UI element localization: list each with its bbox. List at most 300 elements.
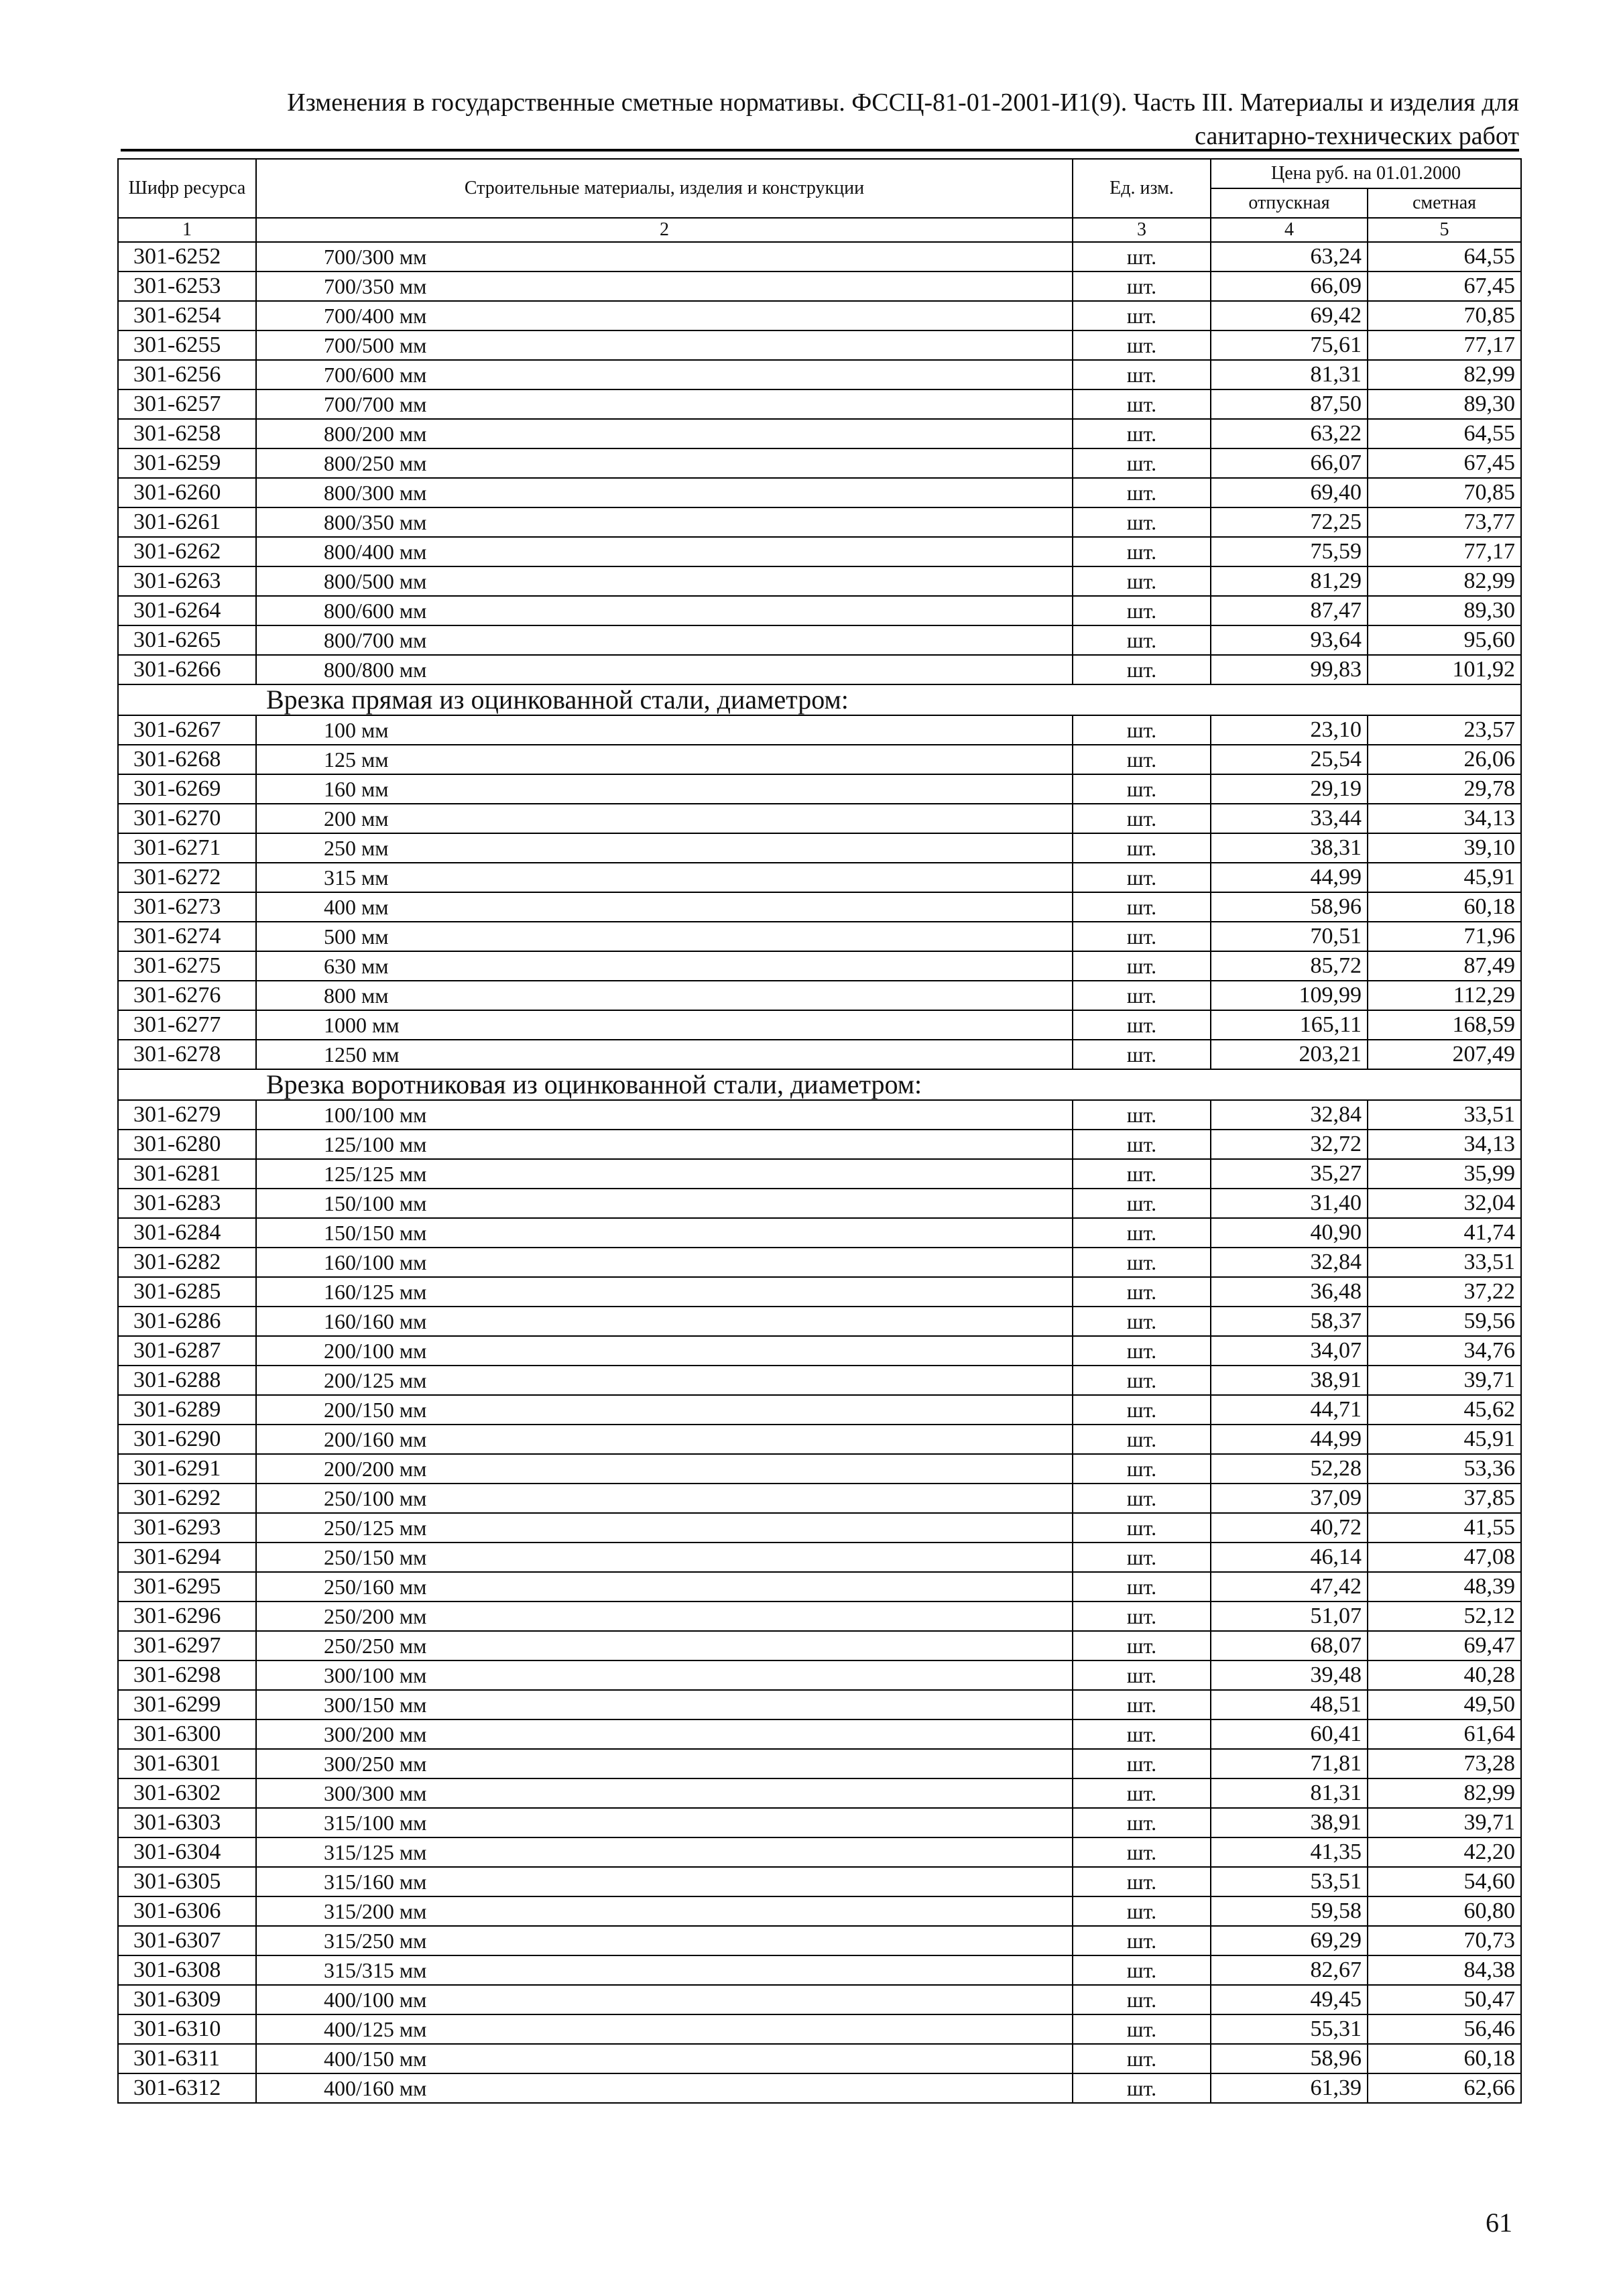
resource-code: 301-6293 xyxy=(118,1513,256,1543)
table-row xyxy=(118,715,1521,745)
estimate-price: 64,55 xyxy=(1368,419,1521,448)
resource-code: 301-6270 xyxy=(118,804,256,833)
table-row xyxy=(118,1690,1521,1719)
item-name: 800/700 мм xyxy=(256,625,1073,655)
table-body xyxy=(118,242,1521,2103)
resource-code: 301-6292 xyxy=(118,1484,256,1513)
release-price: 69,42 xyxy=(1211,301,1368,330)
unit-cell: шт. xyxy=(1073,1926,1211,1955)
item-name: 200/160 мм xyxy=(256,1425,1073,1454)
table-row xyxy=(118,1749,1521,1778)
price-table xyxy=(117,158,1522,2104)
resource-code: 301-6271 xyxy=(118,833,256,863)
header-line-1: Изменения в государственные сметные нормативы. ФССЦ-81-01-2001-И1(9). Часть III. Материалы и изделия для xyxy=(287,88,1519,117)
resource-code: 301-6258 xyxy=(118,419,256,448)
table-row xyxy=(118,1010,1521,1040)
release-price: 82,67 xyxy=(1211,1955,1368,1985)
release-price: 72,25 xyxy=(1211,507,1368,537)
item-name: 300/200 мм xyxy=(256,1719,1073,1749)
unit-cell: шт. xyxy=(1073,1248,1211,1277)
estimate-price: 62,66 xyxy=(1368,2073,1521,2103)
estimate-price: 34,13 xyxy=(1368,1130,1521,1159)
release-price: 29,19 xyxy=(1211,774,1368,804)
table-row xyxy=(118,863,1521,892)
item-name: 100/100 мм xyxy=(256,1100,1073,1130)
item-name: 700/400 мм xyxy=(256,301,1073,330)
table-row xyxy=(118,1454,1521,1484)
table-row xyxy=(118,745,1521,774)
release-price: 32,72 xyxy=(1211,1130,1368,1159)
item-name: 700/600 мм xyxy=(256,360,1073,389)
item-name: 160/125 мм xyxy=(256,1277,1073,1307)
unit-cell: шт. xyxy=(1073,1484,1211,1513)
release-price: 71,81 xyxy=(1211,1749,1368,1778)
release-price: 32,84 xyxy=(1211,1100,1368,1130)
table-row xyxy=(118,1130,1521,1159)
estimate-price: 77,17 xyxy=(1368,537,1521,566)
estimate-price: 168,59 xyxy=(1368,1010,1521,1040)
resource-code: 301-6301 xyxy=(118,1749,256,1778)
estimate-price: 70,73 xyxy=(1368,1926,1521,1955)
unit-cell: шт. xyxy=(1073,922,1211,951)
table-row xyxy=(118,1602,1521,1631)
col-number-2: 2 xyxy=(256,218,1073,242)
table-row xyxy=(118,1336,1521,1366)
release-price: 44,99 xyxy=(1211,1425,1368,1454)
estimate-price: 89,30 xyxy=(1368,596,1521,625)
table-row xyxy=(118,1425,1521,1454)
table-row xyxy=(118,951,1521,981)
unit-cell: шт. xyxy=(1073,863,1211,892)
col-number-4: 4 xyxy=(1211,218,1368,242)
unit-cell: шт. xyxy=(1073,1010,1211,1040)
unit-cell: шт. xyxy=(1073,833,1211,863)
estimate-price: 82,99 xyxy=(1368,566,1521,596)
item-name: 800/400 мм xyxy=(256,537,1073,566)
estimate-price: 60,18 xyxy=(1368,892,1521,922)
unit-cell: шт. xyxy=(1073,360,1211,389)
release-price: 66,07 xyxy=(1211,448,1368,478)
unit-cell: шт. xyxy=(1073,774,1211,804)
unit-cell: шт. xyxy=(1073,596,1211,625)
unit-cell: шт. xyxy=(1073,1690,1211,1719)
release-price: 66,09 xyxy=(1211,271,1368,301)
unit-cell: шт. xyxy=(1073,745,1211,774)
release-price: 58,37 xyxy=(1211,1307,1368,1336)
release-price: 48,51 xyxy=(1211,1690,1368,1719)
unit-cell: шт. xyxy=(1073,1660,1211,1690)
resource-code: 301-6290 xyxy=(118,1425,256,1454)
col-number-5: 5 xyxy=(1368,218,1521,242)
table-row xyxy=(118,1218,1521,1248)
estimate-price: 29,78 xyxy=(1368,774,1521,804)
table-row xyxy=(118,1307,1521,1336)
resource-code: 301-6305 xyxy=(118,1867,256,1896)
item-name: 150/100 мм xyxy=(256,1189,1073,1218)
item-name: 500 мм xyxy=(256,922,1073,951)
release-price: 63,24 xyxy=(1211,242,1368,271)
item-name: 250 мм xyxy=(256,833,1073,863)
release-price: 75,61 xyxy=(1211,330,1368,360)
estimate-price: 73,28 xyxy=(1368,1749,1521,1778)
unit-cell: шт. xyxy=(1073,1395,1211,1425)
table-row xyxy=(118,360,1521,389)
table-row xyxy=(118,625,1521,655)
resource-code: 301-6281 xyxy=(118,1159,256,1189)
resource-code: 301-6274 xyxy=(118,922,256,951)
release-price: 33,44 xyxy=(1211,804,1368,833)
table-row xyxy=(118,330,1521,360)
release-price: 63,22 xyxy=(1211,419,1368,448)
table-row xyxy=(118,1719,1521,1749)
estimate-price: 40,28 xyxy=(1368,1660,1521,1690)
release-price: 23,10 xyxy=(1211,715,1368,745)
release-price: 38,91 xyxy=(1211,1366,1368,1395)
unit-cell: шт. xyxy=(1073,448,1211,478)
table-row xyxy=(118,774,1521,804)
estimate-price: 41,74 xyxy=(1368,1218,1521,1248)
estimate-price: 70,85 xyxy=(1368,301,1521,330)
estimate-price: 45,91 xyxy=(1368,863,1521,892)
table-row xyxy=(118,804,1521,833)
release-price: 35,27 xyxy=(1211,1159,1368,1189)
estimate-price: 82,99 xyxy=(1368,360,1521,389)
release-price: 58,96 xyxy=(1211,2044,1368,2073)
estimate-price: 39,71 xyxy=(1368,1366,1521,1395)
estimate-price: 67,45 xyxy=(1368,271,1521,301)
release-price: 34,07 xyxy=(1211,1336,1368,1366)
unit-cell: шт. xyxy=(1073,804,1211,833)
release-price: 68,07 xyxy=(1211,1631,1368,1660)
table-row xyxy=(118,1572,1521,1602)
col-estimate-header: сметная xyxy=(1368,188,1521,218)
estimate-price: 60,18 xyxy=(1368,2044,1521,2073)
estimate-price: 59,56 xyxy=(1368,1307,1521,1336)
table-row xyxy=(118,2014,1521,2044)
resource-code: 301-6263 xyxy=(118,566,256,596)
unit-cell: шт. xyxy=(1073,625,1211,655)
estimate-price: 70,85 xyxy=(1368,478,1521,507)
estimate-price: 48,39 xyxy=(1368,1572,1521,1602)
estimate-price: 207,49 xyxy=(1368,1040,1521,1069)
resource-code: 301-6283 xyxy=(118,1189,256,1218)
item-name: 300/150 мм xyxy=(256,1690,1073,1719)
estimate-price: 64,55 xyxy=(1368,242,1521,271)
item-name: 150/150 мм xyxy=(256,1218,1073,1248)
table-row xyxy=(118,892,1521,922)
item-name: 200/125 мм xyxy=(256,1366,1073,1395)
unit-cell: шт. xyxy=(1073,242,1211,271)
release-price: 109,99 xyxy=(1211,981,1368,1010)
resource-code: 301-6256 xyxy=(118,360,256,389)
estimate-price: 37,85 xyxy=(1368,1484,1521,1513)
item-name: 800/350 мм xyxy=(256,507,1073,537)
estimate-price: 60,80 xyxy=(1368,1896,1521,1926)
item-name: 315/315 мм xyxy=(256,1955,1073,1985)
table-row xyxy=(118,1808,1521,1837)
table-row xyxy=(118,1896,1521,1926)
resource-code: 301-6309 xyxy=(118,1985,256,2014)
col-code-header: Шифр ресурса xyxy=(118,159,256,218)
unit-cell: шт. xyxy=(1073,1955,1211,1985)
release-price: 25,54 xyxy=(1211,745,1368,774)
release-price: 49,45 xyxy=(1211,1985,1368,2014)
resource-code: 301-6260 xyxy=(118,478,256,507)
unit-cell: шт. xyxy=(1073,1867,1211,1896)
table-row xyxy=(118,981,1521,1010)
section-row xyxy=(118,684,1521,715)
item-name: 250/100 мм xyxy=(256,1484,1073,1513)
estimate-price: 87,49 xyxy=(1368,951,1521,981)
unit-cell: шт. xyxy=(1073,1513,1211,1543)
unit-cell: шт. xyxy=(1073,301,1211,330)
resource-code: 301-6257 xyxy=(118,389,256,419)
release-price: 51,07 xyxy=(1211,1602,1368,1631)
item-name: 250/125 мм xyxy=(256,1513,1073,1543)
resource-code: 301-6276 xyxy=(118,981,256,1010)
table-row xyxy=(118,389,1521,419)
release-price: 165,11 xyxy=(1211,1010,1368,1040)
table-row xyxy=(118,1189,1521,1218)
item-name: 250/250 мм xyxy=(256,1631,1073,1660)
estimate-price: 61,64 xyxy=(1368,1719,1521,1749)
unit-cell: шт. xyxy=(1073,1808,1211,1837)
estimate-price: 101,92 xyxy=(1368,655,1521,684)
estimate-price: 82,99 xyxy=(1368,1778,1521,1808)
item-name: 800/800 мм xyxy=(256,655,1073,684)
resource-code: 301-6288 xyxy=(118,1366,256,1395)
release-price: 81,31 xyxy=(1211,360,1368,389)
table-row xyxy=(118,1100,1521,1130)
table-row xyxy=(118,833,1521,863)
table-row xyxy=(118,1985,1521,2014)
resource-code: 301-6285 xyxy=(118,1277,256,1307)
unit-cell: шт. xyxy=(1073,566,1211,596)
section-title: Врезка воротниковая из оцинкованной стали, диаметром: xyxy=(118,1069,1521,1100)
release-price: 81,29 xyxy=(1211,566,1368,596)
item-name: 125 мм xyxy=(256,745,1073,774)
resource-code: 301-6255 xyxy=(118,330,256,360)
unit-cell: шт. xyxy=(1073,1277,1211,1307)
release-price: 70,51 xyxy=(1211,922,1368,951)
resource-code: 301-6261 xyxy=(118,507,256,537)
item-name: 125/100 мм xyxy=(256,1130,1073,1159)
item-name: 315 мм xyxy=(256,863,1073,892)
release-price: 44,71 xyxy=(1211,1395,1368,1425)
item-name: 100 мм xyxy=(256,715,1073,745)
estimate-price: 71,96 xyxy=(1368,922,1521,951)
table-row xyxy=(118,1366,1521,1395)
unit-cell: шт. xyxy=(1073,1040,1211,1069)
estimate-price: 95,60 xyxy=(1368,625,1521,655)
estimate-price: 39,10 xyxy=(1368,833,1521,863)
unit-cell: шт. xyxy=(1073,1719,1211,1749)
release-price: 41,35 xyxy=(1211,1837,1368,1867)
release-price: 69,40 xyxy=(1211,478,1368,507)
release-price: 85,72 xyxy=(1211,951,1368,981)
item-name: 700/700 мм xyxy=(256,389,1073,419)
estimate-price: 42,20 xyxy=(1368,1837,1521,1867)
resource-code: 301-6295 xyxy=(118,1572,256,1602)
table-row xyxy=(118,1867,1521,1896)
table-row xyxy=(118,271,1521,301)
item-name: 160 мм xyxy=(256,774,1073,804)
table-row xyxy=(118,301,1521,330)
resource-code: 301-6266 xyxy=(118,655,256,684)
release-price: 87,47 xyxy=(1211,596,1368,625)
release-price: 59,58 xyxy=(1211,1896,1368,1926)
release-price: 38,31 xyxy=(1211,833,1368,863)
estimate-price: 26,06 xyxy=(1368,745,1521,774)
item-name: 1250 мм xyxy=(256,1040,1073,1069)
item-name: 200/200 мм xyxy=(256,1454,1073,1484)
estimate-price: 33,51 xyxy=(1368,1248,1521,1277)
table-row xyxy=(118,1277,1521,1307)
page-header xyxy=(121,86,1519,153)
item-name: 700/350 мм xyxy=(256,271,1073,301)
col-release-header: отпускная xyxy=(1211,188,1368,218)
release-price: 87,50 xyxy=(1211,389,1368,419)
release-price: 52,28 xyxy=(1211,1454,1368,1484)
estimate-price: 53,36 xyxy=(1368,1454,1521,1484)
item-name: 315/160 мм xyxy=(256,1867,1073,1896)
resource-code: 301-6298 xyxy=(118,1660,256,1690)
resource-code: 301-6303 xyxy=(118,1808,256,1837)
unit-cell: шт. xyxy=(1073,1159,1211,1189)
unit-cell: шт. xyxy=(1073,1425,1211,1454)
item-name: 315/125 мм xyxy=(256,1837,1073,1867)
col-unit-header: Ед. изм. xyxy=(1073,159,1211,218)
unit-cell: шт. xyxy=(1073,1100,1211,1130)
unit-cell: шт. xyxy=(1073,981,1211,1010)
item-name: 400/150 мм xyxy=(256,2044,1073,2073)
resource-code: 301-6284 xyxy=(118,1218,256,1248)
unit-cell: шт. xyxy=(1073,1366,1211,1395)
estimate-price: 33,51 xyxy=(1368,1100,1521,1130)
item-name: 800/250 мм xyxy=(256,448,1073,478)
release-price: 61,39 xyxy=(1211,2073,1368,2103)
unit-cell: шт. xyxy=(1073,1602,1211,1631)
table-row xyxy=(118,2044,1521,2073)
resource-code: 301-6294 xyxy=(118,1543,256,1572)
item-name: 315/200 мм xyxy=(256,1896,1073,1926)
col-name-header: Строительные материалы, изделия и конструкции xyxy=(256,159,1073,218)
release-price: 99,83 xyxy=(1211,655,1368,684)
unit-cell: шт. xyxy=(1073,1336,1211,1366)
resource-code: 301-6253 xyxy=(118,271,256,301)
release-price: 40,90 xyxy=(1211,1218,1368,1248)
estimate-price: 50,47 xyxy=(1368,1985,1521,2014)
resource-code: 301-6304 xyxy=(118,1837,256,1867)
resource-code: 301-6275 xyxy=(118,951,256,981)
resource-code: 301-6269 xyxy=(118,774,256,804)
unit-cell: шт. xyxy=(1073,419,1211,448)
resource-code: 301-6282 xyxy=(118,1248,256,1277)
resource-code: 301-6262 xyxy=(118,537,256,566)
item-name: 160/100 мм xyxy=(256,1248,1073,1277)
resource-code: 301-6259 xyxy=(118,448,256,478)
release-price: 58,96 xyxy=(1211,892,1368,922)
col-number-3: 3 xyxy=(1073,218,1211,242)
release-price: 32,84 xyxy=(1211,1248,1368,1277)
estimate-price: 67,45 xyxy=(1368,448,1521,478)
resource-code: 301-6279 xyxy=(118,1100,256,1130)
resource-code: 301-6299 xyxy=(118,1690,256,1719)
item-name: 800/300 мм xyxy=(256,478,1073,507)
unit-cell: шт. xyxy=(1073,715,1211,745)
estimate-price: 39,71 xyxy=(1368,1808,1521,1837)
item-name: 700/500 мм xyxy=(256,330,1073,360)
table-row xyxy=(118,922,1521,951)
item-name: 400/125 мм xyxy=(256,2014,1073,2044)
unit-cell: шт. xyxy=(1073,2073,1211,2103)
release-price: 75,59 xyxy=(1211,537,1368,566)
estimate-price: 112,29 xyxy=(1368,981,1521,1010)
table-row xyxy=(118,478,1521,507)
unit-cell: шт. xyxy=(1073,1307,1211,1336)
resource-code: 301-6265 xyxy=(118,625,256,655)
item-name: 250/160 мм xyxy=(256,1572,1073,1602)
release-price: 38,91 xyxy=(1211,1808,1368,1837)
release-price: 93,64 xyxy=(1211,625,1368,655)
release-price: 47,42 xyxy=(1211,1572,1368,1602)
release-price: 81,31 xyxy=(1211,1778,1368,1808)
table-row xyxy=(118,2073,1521,2103)
table-row xyxy=(118,596,1521,625)
estimate-price: 49,50 xyxy=(1368,1690,1521,1719)
estimate-price: 35,99 xyxy=(1368,1159,1521,1189)
estimate-price: 52,12 xyxy=(1368,1602,1521,1631)
unit-cell: шт. xyxy=(1073,1543,1211,1572)
resource-code: 301-6302 xyxy=(118,1778,256,1808)
header-rule xyxy=(121,149,1519,152)
table-row xyxy=(118,1159,1521,1189)
resource-code: 301-6291 xyxy=(118,1454,256,1484)
resource-code: 301-6268 xyxy=(118,745,256,774)
table-row xyxy=(118,1837,1521,1867)
unit-cell: шт. xyxy=(1073,1778,1211,1808)
estimate-price: 47,08 xyxy=(1368,1543,1521,1572)
unit-cell: шт. xyxy=(1073,655,1211,684)
table-row xyxy=(118,1543,1521,1572)
release-price: 39,48 xyxy=(1211,1660,1368,1690)
resource-code: 301-6254 xyxy=(118,301,256,330)
estimate-price: 41,55 xyxy=(1368,1513,1521,1543)
release-price: 60,41 xyxy=(1211,1719,1368,1749)
item-name: 700/300 мм xyxy=(256,242,1073,271)
unit-cell: шт. xyxy=(1073,537,1211,566)
release-price: 37,09 xyxy=(1211,1484,1368,1513)
item-name: 800/600 мм xyxy=(256,596,1073,625)
table-row xyxy=(118,1926,1521,1955)
resource-code: 301-6300 xyxy=(118,1719,256,1749)
item-name: 800/200 мм xyxy=(256,419,1073,448)
table-row xyxy=(118,1513,1521,1543)
unit-cell: шт. xyxy=(1073,330,1211,360)
release-price: 69,29 xyxy=(1211,1926,1368,1955)
resource-code: 301-6264 xyxy=(118,596,256,625)
item-name: 200 мм xyxy=(256,804,1073,833)
estimate-price: 73,77 xyxy=(1368,507,1521,537)
release-price: 55,31 xyxy=(1211,2014,1368,2044)
table-row xyxy=(118,1631,1521,1660)
table-row xyxy=(118,1395,1521,1425)
item-name: 200/150 мм xyxy=(256,1395,1073,1425)
unit-cell: шт. xyxy=(1073,1130,1211,1159)
unit-cell: шт. xyxy=(1073,1218,1211,1248)
unit-cell: шт. xyxy=(1073,478,1211,507)
item-name: 630 мм xyxy=(256,951,1073,981)
